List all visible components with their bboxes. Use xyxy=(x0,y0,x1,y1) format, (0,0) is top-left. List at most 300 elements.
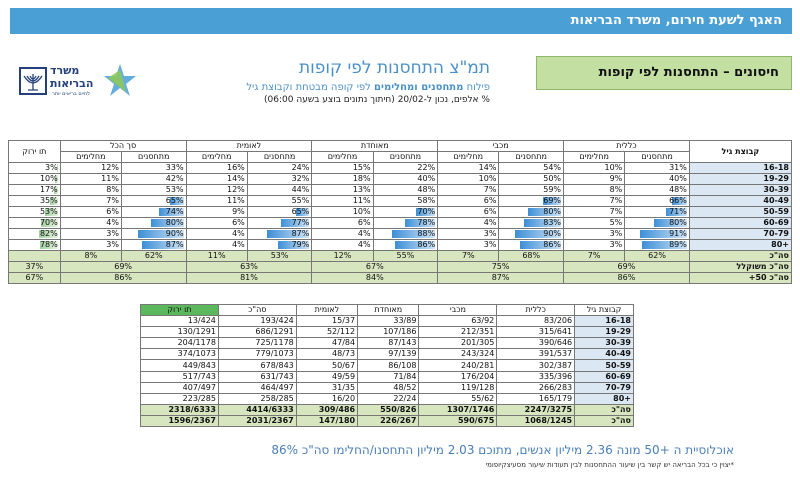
vaccinated-value: 24% xyxy=(291,163,310,172)
over50-value: 84% xyxy=(312,273,438,284)
recovered-cell: 12% xyxy=(186,185,247,196)
top-banner xyxy=(10,8,792,34)
total-recovered: 7% xyxy=(564,251,625,262)
vaccinated-cell xyxy=(373,240,438,251)
vaccinated-value: 90% xyxy=(543,229,562,238)
page-note: % אלפים, נכון ל-20/02 (חיתוך נתונים בוצע בשעה 06:00) xyxy=(264,95,490,105)
green-pass-cell xyxy=(9,185,61,196)
vaccinated-cell xyxy=(373,229,438,240)
green-pass-value: 53% xyxy=(39,207,58,216)
subtitle-suffix: לפי קופה מבטחת וקבוצת גיל xyxy=(246,82,375,93)
menorah-icon xyxy=(18,66,48,96)
recovered-cell: 6% xyxy=(312,218,373,229)
vaccinated-value: 86% xyxy=(543,240,562,249)
combined-row xyxy=(9,262,792,273)
age-group-cell: 60-69 xyxy=(575,371,634,382)
counts-header: תו ירוק xyxy=(141,305,219,316)
total-row xyxy=(9,251,792,262)
count-cell: 33/89 xyxy=(358,316,419,327)
table-row xyxy=(141,371,634,382)
recovered-cell: 10% xyxy=(564,163,625,174)
vaccinated-value: 86% xyxy=(417,240,436,249)
count-cell: 517/743 xyxy=(141,371,219,382)
over50-value: 87% xyxy=(438,273,564,284)
vaccinated-value: 22% xyxy=(417,163,436,172)
vaccinated-cell xyxy=(625,174,690,185)
vaccinated-value: 70% xyxy=(417,207,436,216)
count-cell: 13/424 xyxy=(141,316,219,327)
green-pass-cell xyxy=(9,207,61,218)
recovered-cell: 4% xyxy=(438,218,499,229)
vaccinated-cell xyxy=(121,185,186,196)
table-row xyxy=(141,316,634,327)
table-row xyxy=(9,207,792,218)
sum-cell: 1307/1746 xyxy=(419,404,497,415)
count-cell: 212/351 xyxy=(419,327,497,338)
sum-row xyxy=(141,404,634,415)
vaccinated-value: 71% xyxy=(669,207,687,216)
table-row xyxy=(9,163,792,174)
count-cell: 204/1178 xyxy=(141,338,219,349)
vaccinated-cell xyxy=(121,174,186,185)
vaccinated-cell xyxy=(499,240,564,251)
vaccinated-value: 88% xyxy=(417,229,436,238)
vaccinated-value: 66% xyxy=(669,196,687,205)
recovered-cell: 3% xyxy=(564,229,625,240)
count-cell: 464/497 xyxy=(218,382,296,393)
table-row xyxy=(9,174,792,185)
recovered-subheader: מחלימים xyxy=(564,152,625,163)
count-cell: 223/285 xyxy=(141,393,219,404)
page-titles xyxy=(130,58,490,105)
recovered-cell: 11% xyxy=(312,196,373,207)
count-cell: 678/843 xyxy=(218,360,296,371)
vaccinated-cell xyxy=(625,229,690,240)
vaccinated-cell xyxy=(247,174,312,185)
recovered-cell: 3% xyxy=(60,229,121,240)
green-pass-header: תו ירוק xyxy=(9,141,61,163)
vaccinated-cell xyxy=(247,218,312,229)
recovered-cell: 3% xyxy=(438,240,499,251)
age-group-cell: 19-29 xyxy=(689,174,791,185)
recovered-subheader: מחלימים xyxy=(312,152,373,163)
vaccinated-cell xyxy=(499,163,564,174)
count-cell: 258/285 xyxy=(218,393,296,404)
table-row xyxy=(9,196,792,207)
section-tag-label: חיסונים – התחסנות לפי קופות xyxy=(598,65,779,80)
total-vaccinated: 62% xyxy=(625,251,690,262)
vaccinated-cell xyxy=(373,174,438,185)
over50-green-pass: 67% xyxy=(9,273,61,284)
over50-value: 86% xyxy=(60,273,186,284)
fund-header: מאוחדת xyxy=(312,141,438,152)
recovered-cell: 3% xyxy=(564,240,625,251)
sum-label: סה"כ xyxy=(575,404,634,415)
age-group-cell: +80 xyxy=(575,393,634,404)
total-vaccinated: 68% xyxy=(499,251,564,262)
count-cell: 86/108 xyxy=(358,360,419,371)
vaccinated-subheader: מתחסנים xyxy=(499,152,564,163)
vaccinated-value: 58% xyxy=(417,196,436,205)
vaccinated-value: 80% xyxy=(669,218,687,227)
age-group-cell: 60-69 xyxy=(689,218,791,229)
recovered-cell: 18% xyxy=(312,174,373,185)
counts-header: כללית xyxy=(497,305,575,316)
vaccinated-value: 78% xyxy=(417,218,436,227)
vaccinated-cell xyxy=(121,207,186,218)
recovered-cell: 3% xyxy=(438,229,499,240)
vaccinated-cell xyxy=(625,196,690,207)
over50-row xyxy=(9,273,792,284)
vaccinated-value: 87% xyxy=(165,240,184,249)
count-cell: 779/1073 xyxy=(218,349,296,360)
vaccinated-cell xyxy=(625,218,690,229)
sum-cell: 1596/2367 xyxy=(141,415,219,426)
age-group-cell: +80 xyxy=(689,240,791,251)
vaccinated-value: 53% xyxy=(165,185,184,194)
fund-header: מכבי xyxy=(438,141,564,152)
sum-cell: 1068/1245 xyxy=(497,415,575,426)
sum-cell: 309/486 xyxy=(296,404,357,415)
vaccinated-cell xyxy=(247,207,312,218)
green-pass-cell xyxy=(9,240,61,251)
recovered-subheader: מחלימים xyxy=(438,152,499,163)
count-cell: 48/73 xyxy=(296,349,357,360)
count-cell: 240/281 xyxy=(419,360,497,371)
recovered-cell: 4% xyxy=(186,240,247,251)
count-cell: 390/646 xyxy=(497,338,575,349)
vaccinated-value: 65% xyxy=(165,196,184,205)
green-pass-value: 3% xyxy=(45,163,58,172)
counts-header: לאומית xyxy=(296,305,357,316)
count-cell: 243/324 xyxy=(419,349,497,360)
combined-value: 63% xyxy=(186,262,312,273)
vaccinated-cell xyxy=(499,207,564,218)
table-row xyxy=(141,360,634,371)
counts-header: קבוצת גיל xyxy=(575,305,634,316)
total-recovered: 12% xyxy=(312,251,373,262)
subtitle-bold: מתחסנים ומחלימים xyxy=(374,82,464,93)
counts-header: מאוחדת xyxy=(358,305,419,316)
recovered-cell: 9% xyxy=(186,207,247,218)
table-row xyxy=(9,240,792,251)
vaccinated-value: 91% xyxy=(669,229,687,238)
green-pass-value: 17% xyxy=(39,185,58,194)
sum-cell: 550/826 xyxy=(358,404,419,415)
combined-value: 75% xyxy=(438,262,564,273)
count-cell: 83/206 xyxy=(497,316,575,327)
ministry-logo xyxy=(18,62,138,100)
vaccinated-cell xyxy=(121,218,186,229)
count-cell: 52/112 xyxy=(296,327,357,338)
recovered-cell: 8% xyxy=(60,185,121,196)
vaccinated-subheader: מתחסנים xyxy=(373,152,438,163)
count-cell: 407/497 xyxy=(141,382,219,393)
count-cell: 71/84 xyxy=(358,371,419,382)
count-cell: 119/128 xyxy=(419,382,497,393)
table-row xyxy=(141,349,634,360)
vaccinated-cell xyxy=(247,163,312,174)
recovered-cell: 6% xyxy=(186,218,247,229)
count-cell: 335/396 xyxy=(497,371,575,382)
vaccinated-value: 55% xyxy=(291,196,310,205)
total-label: סה"כ xyxy=(689,251,791,262)
count-cell: 725/1178 xyxy=(218,338,296,349)
recovered-cell: 7% xyxy=(438,185,499,196)
count-cell: 201/305 xyxy=(419,338,497,349)
recovered-cell: 4% xyxy=(60,218,121,229)
vaccinated-value: 83% xyxy=(543,218,562,227)
count-cell: 22/24 xyxy=(358,393,419,404)
vaccinated-subheader: מתחסנים xyxy=(121,152,186,163)
count-cell: 266/283 xyxy=(497,382,575,393)
recovered-cell: 7% xyxy=(564,196,625,207)
green-pass-value: 35% xyxy=(39,196,58,205)
table-row xyxy=(141,382,634,393)
recovered-cell: 9% xyxy=(564,174,625,185)
vaccinated-value: 48% xyxy=(669,185,687,194)
count-cell: 49/59 xyxy=(296,371,357,382)
combined-value: 69% xyxy=(60,262,186,273)
recovered-cell: 8% xyxy=(564,185,625,196)
recovered-cell: 7% xyxy=(60,196,121,207)
vaccinated-value: 32% xyxy=(291,174,310,183)
count-cell: 55/62 xyxy=(419,393,497,404)
fund-header: לאומית xyxy=(186,141,312,152)
count-cell: 176/204 xyxy=(419,371,497,382)
recovered-cell: 14% xyxy=(438,163,499,174)
recovered-cell: 12% xyxy=(60,163,121,174)
green-pass-cell xyxy=(9,229,61,240)
recovered-cell: 10% xyxy=(312,207,373,218)
age-group-cell: 50-59 xyxy=(689,207,791,218)
count-cell: 31/35 xyxy=(296,382,357,393)
vaccinated-cell xyxy=(373,207,438,218)
age-group-cell: 70-79 xyxy=(575,382,634,393)
logo-line1: משרד xyxy=(50,64,80,77)
age-group-cell: 40-49 xyxy=(689,196,791,207)
vaccinated-subheader: מתחסנים xyxy=(247,152,312,163)
section-tag xyxy=(536,56,792,90)
vaccinated-cell xyxy=(247,185,312,196)
vaccinated-value: 65% xyxy=(291,207,310,216)
age-group-cell: 40-49 xyxy=(575,349,634,360)
recovered-cell: 3% xyxy=(60,240,121,251)
recovered-cell: 16% xyxy=(186,163,247,174)
age-group-cell: 16-18 xyxy=(689,163,791,174)
vaccinated-value: 44% xyxy=(291,185,310,194)
logo-line2: הבריאות xyxy=(50,77,94,90)
count-cell: 165/179 xyxy=(497,393,575,404)
vaccinated-cell xyxy=(247,196,312,207)
count-cell: 130/1291 xyxy=(141,327,219,338)
recovered-cell: 4% xyxy=(312,229,373,240)
recovered-cell: 13% xyxy=(312,185,373,196)
vaccinated-value: 69% xyxy=(543,196,562,205)
vaccinated-value: 89% xyxy=(669,240,687,249)
count-cell: 87/143 xyxy=(358,338,419,349)
recovered-cell: 11% xyxy=(186,196,247,207)
combined-value: 67% xyxy=(312,262,438,273)
over50-label: סה"כ 50+ xyxy=(689,273,791,284)
counts-header: סה"כ xyxy=(218,305,296,316)
combined-label: סה"כ משוקלל xyxy=(689,262,791,273)
vaccinated-value: 80% xyxy=(165,218,184,227)
count-cell: 391/537 xyxy=(497,349,575,360)
logo-line3: לחיים בריאים יותר xyxy=(52,91,91,97)
total-vaccinated: 55% xyxy=(373,251,438,262)
total-green-pass xyxy=(9,251,61,262)
age-group-cell: 30-39 xyxy=(575,338,634,349)
over50-value: 81% xyxy=(186,273,312,284)
count-cell: 449/843 xyxy=(141,360,219,371)
recovered-cell: 6% xyxy=(60,207,121,218)
fund-header: סך הכל xyxy=(60,141,186,152)
age-group-cell: 16-18 xyxy=(575,316,634,327)
sum-cell: 590/675 xyxy=(419,415,497,426)
count-cell: 15/37 xyxy=(296,316,357,327)
sum-cell: 147/180 xyxy=(296,415,357,426)
vaccinated-value: 42% xyxy=(165,174,184,183)
vaccinated-value: 31% xyxy=(669,163,687,172)
vaccinated-cell xyxy=(373,185,438,196)
age-group-cell: 70-79 xyxy=(689,229,791,240)
vaccinated-value: 50% xyxy=(543,174,562,183)
fund-header: כללית xyxy=(564,141,690,152)
recovered-subheader: מחלימים xyxy=(60,152,121,163)
count-cell: 374/1073 xyxy=(141,349,219,360)
count-cell: 315/641 xyxy=(497,327,575,338)
recovered-cell: 11% xyxy=(60,174,121,185)
sum-cell: 4414/6333 xyxy=(218,404,296,415)
age-group-cell: 30-39 xyxy=(689,185,791,196)
recovered-subheader: מחלימים xyxy=(186,152,247,163)
combined-value: 69% xyxy=(564,262,690,273)
vaccinated-cell xyxy=(625,163,690,174)
total-recovered: 7% xyxy=(438,251,499,262)
vaccinated-value: 40% xyxy=(669,174,687,183)
age-group-cell: 19-29 xyxy=(575,327,634,338)
vaccinated-value: 77% xyxy=(291,218,310,227)
count-cell: 686/1291 xyxy=(218,327,296,338)
vaccinated-value: 90% xyxy=(165,229,184,238)
green-pass-value: 70% xyxy=(39,218,58,227)
table-row xyxy=(141,338,634,349)
total-recovered: 11% xyxy=(186,251,247,262)
vaccinated-cell xyxy=(499,229,564,240)
recovered-cell: 6% xyxy=(438,207,499,218)
green-pass-value: 82% xyxy=(39,229,58,238)
green-pass-value: 78% xyxy=(39,240,58,249)
sum-cell: 226/267 xyxy=(358,415,419,426)
vaccinated-value: 74% xyxy=(165,207,184,216)
table-row xyxy=(141,327,634,338)
recovered-cell: 7% xyxy=(564,207,625,218)
green-pass-cell xyxy=(9,218,61,229)
footer-summary: אוכלוסיית ה +50 מונה 2.36 מיליון אנשים, מתוכם 2.03 מיליון התחסנו/החלימו סה"כ 86% xyxy=(271,443,734,457)
count-cell: 302/387 xyxy=(497,360,575,371)
combined-green-pass: 37% xyxy=(9,262,61,273)
recovered-cell: 6% xyxy=(438,196,499,207)
sum-cell: 2318/6333 xyxy=(141,404,219,415)
count-cell: 107/186 xyxy=(358,327,419,338)
vaccinated-cell xyxy=(247,229,312,240)
vaccinated-value: 40% xyxy=(417,174,436,183)
sum-label: סה"כ xyxy=(575,415,634,426)
over50-value: 86% xyxy=(564,273,690,284)
sum-row xyxy=(141,415,634,426)
vaccinated-cell xyxy=(625,207,690,218)
vaccinated-cell xyxy=(373,196,438,207)
total-vaccinated: 62% xyxy=(121,251,186,262)
table-row xyxy=(9,185,792,196)
recovered-cell: 5% xyxy=(564,218,625,229)
sum-cell: 2031/2367 xyxy=(218,415,296,426)
counts-header: מכבי xyxy=(419,305,497,316)
age-group-header: קבוצת גיל xyxy=(689,141,791,163)
table-row xyxy=(9,229,792,240)
green-pass-value: 10% xyxy=(39,174,58,183)
total-vaccinated: 53% xyxy=(247,251,312,262)
vaccinated-cell xyxy=(121,240,186,251)
vaccinated-value: 87% xyxy=(291,229,310,238)
count-cell: 48/52 xyxy=(358,382,419,393)
sum-cell: 2247/3275 xyxy=(497,404,575,415)
recovered-cell: 4% xyxy=(312,240,373,251)
banner-title: האגף לשעת חירום, משרד הבריאות xyxy=(570,13,782,28)
vaccinated-cell xyxy=(373,163,438,174)
count-cell: 631/743 xyxy=(218,371,296,382)
count-cell: 50/67 xyxy=(296,360,357,371)
vaccinated-cell xyxy=(499,218,564,229)
vaccinated-cell xyxy=(121,196,186,207)
green-pass-cell xyxy=(9,196,61,207)
footer-note: *יצוין כי בכל הבריאה יש קשר בין שיעור ההתחסנות לבין תעודות שיעור מסעיצקיופומי xyxy=(485,461,734,469)
recovered-cell: 14% xyxy=(186,174,247,185)
vaccinated-cell xyxy=(247,240,312,251)
vaccinated-cell xyxy=(625,240,690,251)
subtitle-prefix: פילוח xyxy=(463,82,490,93)
vaccinated-value: 79% xyxy=(291,240,310,249)
vaccinated-value: 33% xyxy=(165,163,184,172)
table-row xyxy=(141,393,634,404)
count-cell: 47/84 xyxy=(296,338,357,349)
green-pass-cell xyxy=(9,163,61,174)
vaccinated-cell xyxy=(625,185,690,196)
vaccinated-subheader: מתחסנים xyxy=(625,152,690,163)
vaccinated-cell xyxy=(121,163,186,174)
vaccinated-value: 54% xyxy=(543,163,562,172)
page-title: תמ"צ התחסנות לפי קופות xyxy=(298,58,490,78)
vaccinated-cell xyxy=(499,185,564,196)
vaccination-percent-table xyxy=(8,140,792,284)
recovered-cell: 15% xyxy=(312,163,373,174)
vaccinated-cell xyxy=(499,196,564,207)
vaccinated-value: 59% xyxy=(543,185,562,194)
recovered-cell: 10% xyxy=(438,174,499,185)
table-row xyxy=(9,218,792,229)
count-cell: 16/20 xyxy=(296,393,357,404)
vaccinated-cell xyxy=(373,218,438,229)
vaccinated-value: 80% xyxy=(543,207,562,216)
vaccinated-cell xyxy=(499,174,564,185)
total-recovered: 8% xyxy=(60,251,121,262)
vaccination-counts-table xyxy=(140,304,634,427)
recovered-cell: 4% xyxy=(186,229,247,240)
count-cell: 193/424 xyxy=(218,316,296,327)
count-cell: 97/139 xyxy=(358,349,419,360)
vaccinated-value: 48% xyxy=(417,185,436,194)
